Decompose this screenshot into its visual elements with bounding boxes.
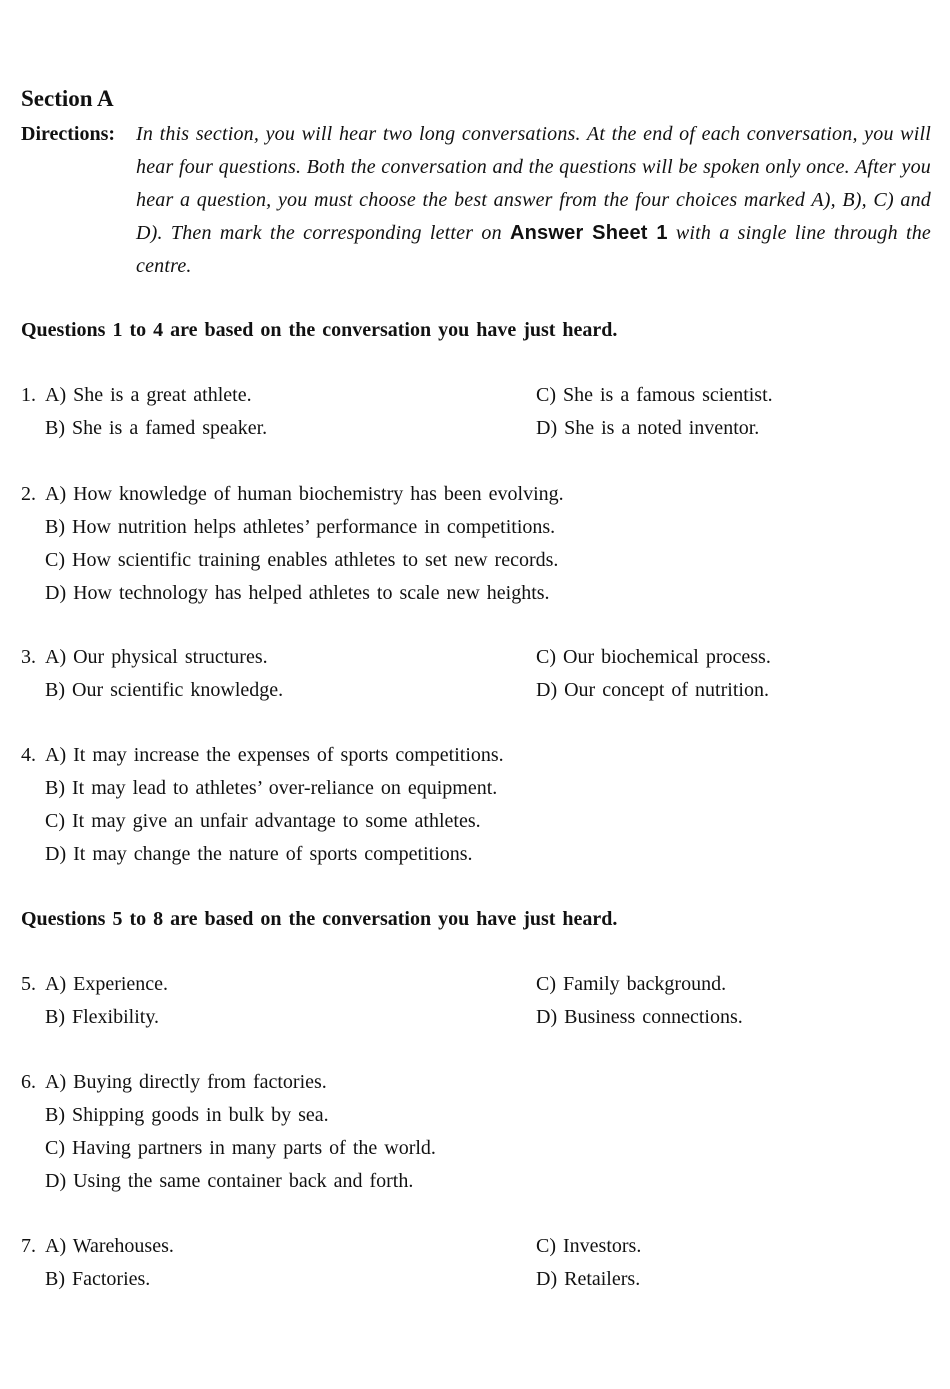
option-a: A) It may increase the expenses of sports competitions. (45, 744, 504, 766)
option-d: D) She is a noted inventor. (536, 417, 760, 439)
directions-label (21, 118, 115, 151)
option-a: A) How knowledge of human biochemistry has been evolving. (45, 483, 564, 505)
directions-label-text: Directions (21, 123, 109, 145)
directions-text-before: In this section, you will hear two long conversations. At the end of each conversation, you will hear four questions. Both the conversation and the questions will be spoken only once. After you hear a question, you must choose the best answer from the four choices marked A), B), C) and D). Then mark the corresponding letter on (136, 123, 931, 244)
question-number: 2. (21, 483, 36, 505)
option-d: D) It may change the nature of sports competitions. (45, 843, 473, 865)
option-d: D) Our concept of nutrition. (536, 679, 769, 701)
answer-sheet-reference: Answer Sheet 1 (510, 222, 668, 244)
option-c: C) Family background. (536, 973, 727, 995)
option-b: B) Shipping goods in bulk by sea. (45, 1104, 329, 1126)
option-c: C) It may give an unfair advantage to some athletes. (45, 810, 481, 832)
question-number: 3. (21, 646, 36, 668)
directions (21, 118, 931, 283)
option-c: C) She is a famous scientist. (536, 384, 773, 406)
option-a: A) Experience. (45, 973, 169, 995)
option-d: D) How technology has helped athletes to scale new heights. (45, 582, 550, 604)
option-a: A) She is a great athlete. (45, 384, 252, 406)
directions-text (136, 118, 931, 283)
option-b: B) Our scientific knowledge. (45, 679, 284, 701)
option-c: C) Having partners in many parts of the world. (45, 1137, 436, 1159)
group-header-1: Questions 1 to 4 are based on the conversation you have just heard. (21, 319, 618, 341)
option-a: A) Our physical structures. (45, 646, 268, 668)
question-number: 4. (21, 744, 36, 766)
question-number: 5. (21, 973, 36, 995)
question-number: 7. (21, 1235, 36, 1257)
group-header-2: Questions 5 to 8 are based on the conversation you have just heard. (21, 908, 618, 930)
question-number: 1. (21, 384, 36, 406)
directions-separator: : (108, 123, 116, 145)
option-d: D) Using the same container back and forth. (45, 1170, 414, 1192)
option-c: C) How scientific training enables athletes to set new records. (45, 549, 559, 571)
option-b: B) Factories. (45, 1268, 151, 1290)
option-b: B) It may lead to athletes’ over-reliance on equipment. (45, 777, 498, 799)
option-a: A) Buying directly from factories. (45, 1071, 327, 1093)
section-title: Section A (21, 86, 114, 111)
option-d: D) Retailers. (536, 1268, 641, 1290)
directions-text-after: with a single line through the centre. (136, 222, 932, 277)
option-b: B) How nutrition helps athletes’ performance in competitions. (45, 516, 556, 538)
option-b: B) She is a famed speaker. (45, 417, 268, 439)
option-c: C) Investors. (536, 1235, 642, 1257)
option-a: A) Warehouses. (45, 1235, 174, 1257)
option-b: B) Flexibility. (45, 1006, 160, 1028)
option-c: C) Our biochemical process. (536, 646, 771, 668)
question-number: 6. (21, 1071, 36, 1093)
option-d: D) Business connections. (536, 1006, 743, 1028)
